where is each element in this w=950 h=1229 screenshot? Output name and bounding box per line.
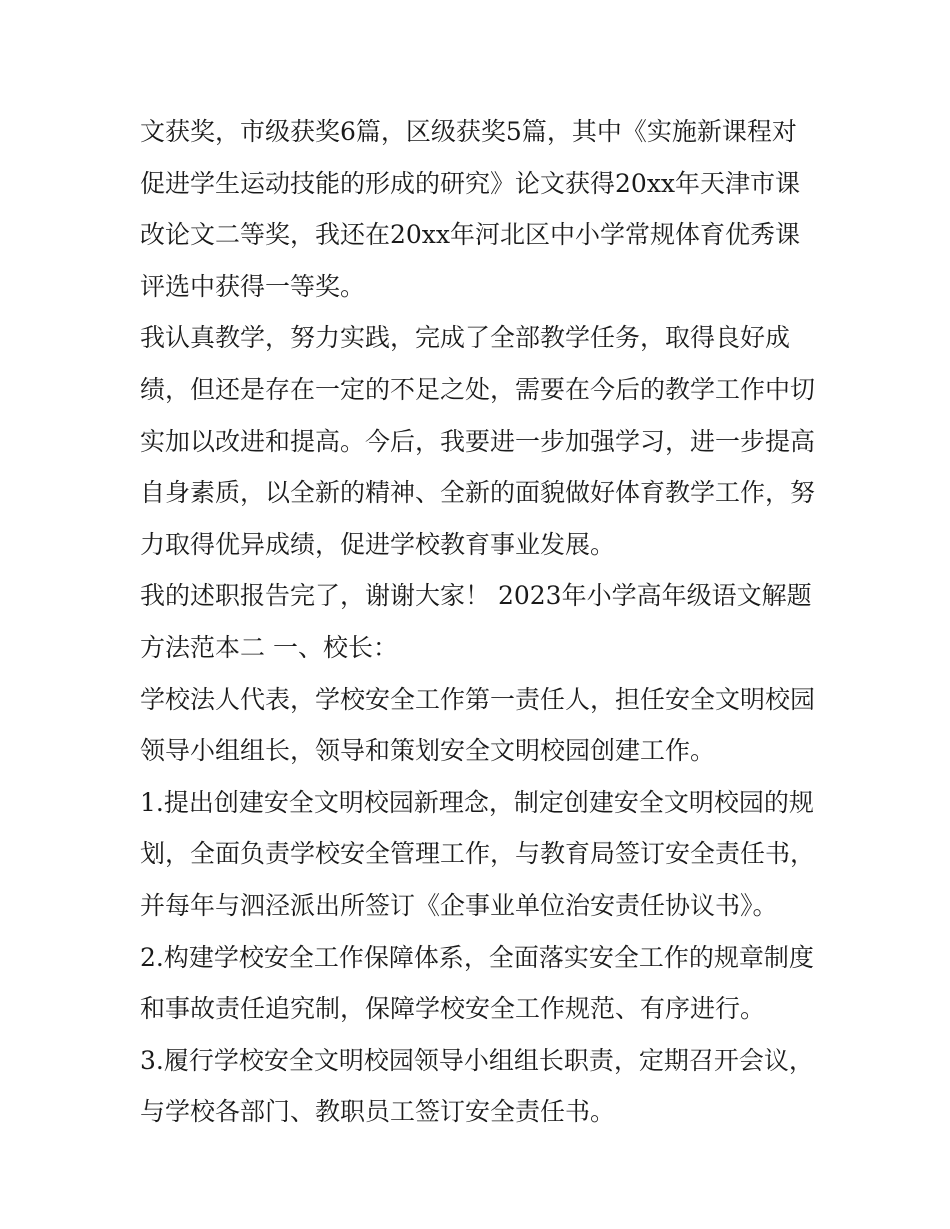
paragraph-principal-role: 学校法人代表，学校安全工作第一责任人，担任安全文明校园领导小组组长，领导和策划安全文明校园创建工作。: [140, 684, 816, 766]
paragraph-teaching-summary: 我认真教学，努力实践，完成了全部教学任务，取得良好成绩，但还是存在一定的不足之处，需要在今后的教学工作中切实加以改进和提高。今后，我要进一步加强学习，进一步提高自身素质，以全新的精神、全新的面貌做好体育教学工作，努力取得优异成绩，促进学校教育事业发展。: [140, 323, 816, 559]
list-item-2: 2.构建学校安全工作保障体系，全面落实安全工作的规章制度和事故责任追究制，保障学校安全工作规范、有序进行。: [140, 942, 814, 1024]
list-item-1: 1.提出创建安全文明校园新理念，制定创建安全文明校园的规划，全面负责学校安全管理工作，与教育局签订安全责任书，并每年与泗泾派出所签订《企事业单位治安责任协议书》。: [140, 787, 816, 920]
list-item-3: 3.履行学校安全文明校园领导小组组长职责，定期召开会议，与学校各部门、教职员工签订安全责任书。: [140, 1045, 814, 1127]
paragraph-closing-and-heading: 我的述职报告完了，谢谢大家！ 2023年小学高年级语文解题方法范本二 一、校长：: [140, 581, 812, 662]
paragraph-awards: 文获奖，市级获奖6篇，区级获奖5篇，其中《实施新课程对促进学生运动技能的形成的研究》论文获得20xx年天津市课改论文二等奖，我还在20xx年河北区中小学常规体育优秀课评选中获得一等奖。: [140, 117, 801, 301]
document-body: [140, 106, 820, 1138]
